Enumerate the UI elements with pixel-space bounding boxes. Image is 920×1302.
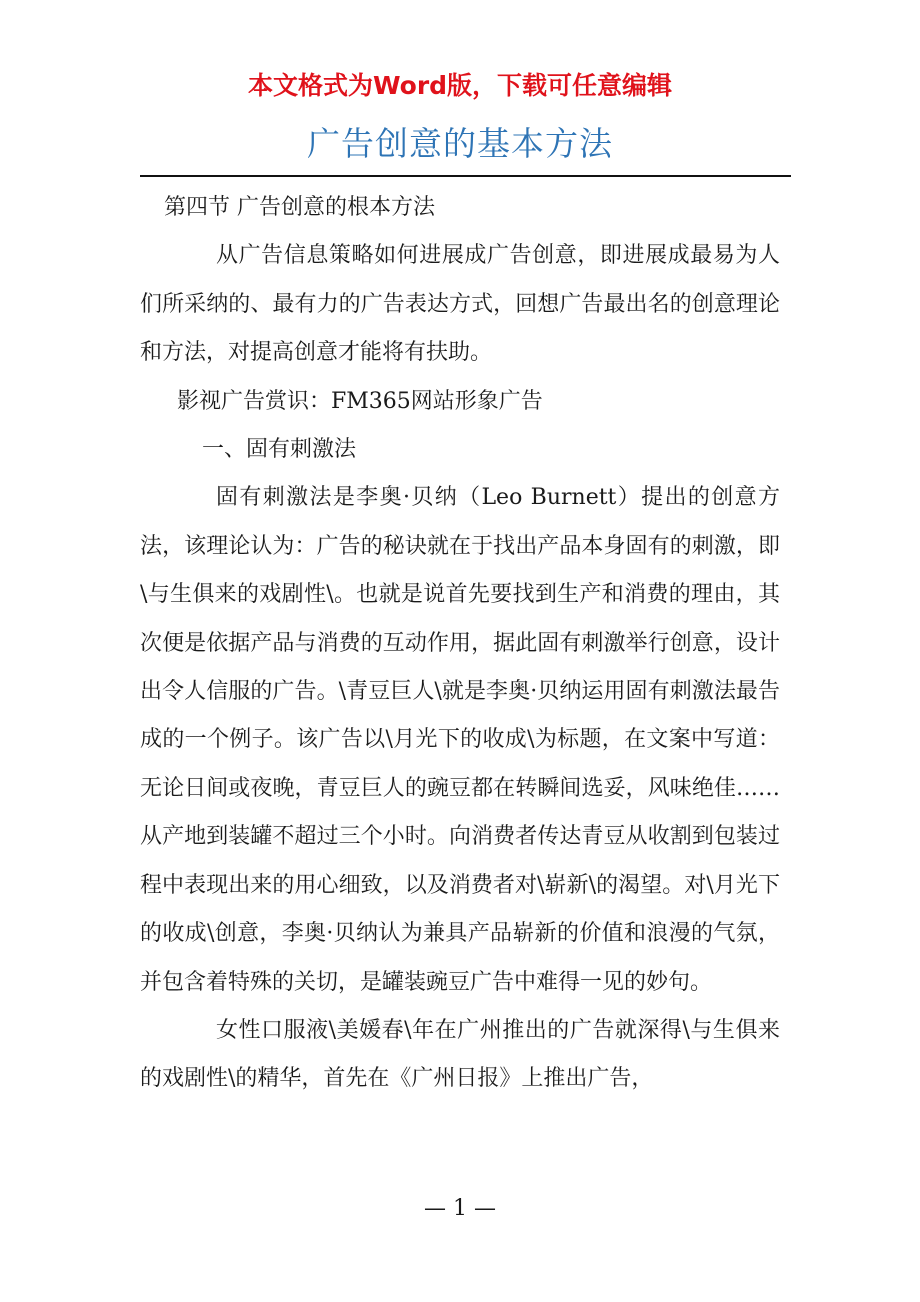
title-divider <box>140 175 791 177</box>
intro-paragraph: 从广告信息策略如何进展成广告创意，即进展成最易为人们所采纳的、最有力的广告表达方式，回想广告最出名的创意理论和方法，对提高创意才能将有扶助。 <box>140 243 780 366</box>
subsection-heading: 一、固有刺激法 <box>202 437 357 463</box>
body-paragraph-2: 女性口服液\美媛春\年在广州推出的广告就深得\与生俱来的戏剧性\的精华，首先在《广州日报》上推出广告， <box>140 1017 780 1092</box>
document-title: 广告创意的基本方法 <box>307 124 613 163</box>
body-paragraph-1: 固有刺激法是李奥·贝纳（Leo Burnett）提出的创意方法，该理论认为：广告的秘诀就在于找出产品本身固有的刺激，即\与生俱来的戏剧性\。也就是说首先要找到生产和消费的理由，其次便是依据产品与消费的互动作用，据此固有刺激举行创意，设计出令人信服的广告。\青豆巨人\就是李奥·贝纳运用固有刺激法最告成的一个例子。该广告以\月光下的收成\为标题，在文案中写道：无论日间或夜晚，青豆巨人的豌豆都在转瞬间选妥，风味绝佳……从产地到装罐不超过三个小时。向消费者传达青豆从收割到包装过程中表现出来的用心细致，以及消费者对\崭新\的渴望。对\月光下的收成\创意，李奥·贝纳认为兼具产品崭新的价值和浪漫的气氛，并包含着特殊的关切，是罐装豌豆广告中难得一见的妙句。 <box>140 485 780 995</box>
document-body <box>140 184 780 1104</box>
page-number: — 1 — <box>424 1196 496 1221</box>
section-heading: 第四节 广告创意的根本方法 <box>164 195 435 220</box>
video-appreciation-note: 影视广告赏识：FM365网站形象广告 <box>177 388 543 414</box>
download-notice: 本文格式为Word版，下载可任意编辑 <box>247 71 673 100</box>
